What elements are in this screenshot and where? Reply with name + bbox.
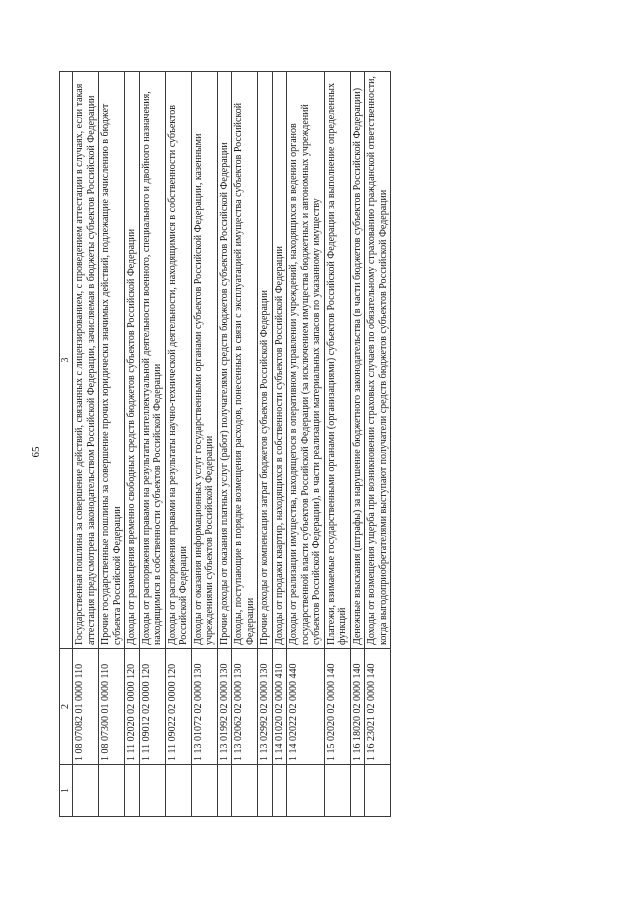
row-number-cell [258,765,273,817]
header-col-3: 3 [60,72,73,649]
row-number-cell [324,765,350,817]
revenue-description-cell: Прочие государственные пошлины за совершение прочих юридически значимых действий, подлежащие зачислению в бюджет субъекта Российской Федерации [99,72,125,649]
table-row [232,72,258,817]
table-row [258,72,273,817]
table-row [139,72,165,817]
table-row [324,72,350,817]
revenue-description-cell: Доходы, поступающие в порядке возмещения расходов, понесенных в связи с эксплуатацией имущества субъектов Российской Федерации [232,72,258,649]
rotated-page-content [59,72,598,817]
table-row [125,72,140,817]
row-number-cell [350,765,365,817]
revenue-code-cell: 1 13 02992 02 0000 130 [258,649,273,765]
revenue-description-cell: Прочие доходы от компенсации затрат бюджетов субъектов Российской Федерации [258,72,273,649]
revenue-codes-table [59,71,391,817]
revenue-code-cell: 1 15 02020 02 0000 140 [324,649,350,765]
revenue-code-cell: 1 08 07082 01 0000 110 [73,649,99,765]
revenue-description-cell: Денежные взыскания (штрафы) за нарушение бюджетного законодательства (в части бюджетов субъектов Российской Федерации) [350,72,365,649]
row-number-cell [232,765,258,817]
revenue-description-cell: Доходы от реализации имущества, находящегося в оперативном управлении учреждений, находящихся в ведении органов государственной власти субъектов Российской Федерации (за исключением имущества бюджетных и автономных учреждений субъектов Российской Федерации), в части реализации материальных запасов по указанному имуществу [287,72,325,649]
revenue-code-cell: 1 14 02022 02 0000 440 [287,649,325,765]
row-number-cell [365,765,391,817]
page-number: 65 [30,446,42,458]
revenue-description-cell: Доходы от продажи квартир, находящихся в собственности субъектов Российской Федерации [272,72,287,649]
revenue-code-cell: 1 11 09022 02 0000 120 [165,649,191,765]
header-col-2: 2 [60,649,73,765]
revenue-description-cell: Доходы от возмещения ущерба при возникновении страховых случаев по обязательному страхованию гражданской ответственности, когда выгодоприобретателями выступают получатели средств бюджетов субъектов Российской Федерации [365,72,391,649]
row-number-cell [73,765,99,817]
row-number-cell [125,765,140,817]
revenue-code-cell: 1 13 02062 02 0000 130 [232,649,258,765]
table-row [287,72,325,817]
revenue-description-cell: Платежи, взимаемые государственными органами (организациями) субъектов Российской Федерации за выполнение определенных функций [324,72,350,649]
row-number-cell [99,765,125,817]
row-number-cell [165,765,191,817]
table-header-row [60,72,73,817]
revenue-description-cell: Прочие доходы от оказания платных услуг (работ) получателями средств бюджетов субъектов Российской Федерации [217,72,232,649]
table-row [350,72,365,817]
revenue-code-cell: 1 13 01072 02 0000 130 [191,649,217,765]
revenue-description-cell: Доходы от размещения временно свободных средств бюджетов субъектов Российской Федерации [125,72,140,649]
row-number-cell [217,765,232,817]
table-row [99,72,125,817]
revenue-description-cell: Доходы от распоряжения правами на результаты интеллектуальной деятельности военного, специального и двойного назначения, находящимися в собственности субъектов Российской Федерации [139,72,165,649]
revenue-code-cell: 1 14 01020 02 0000 410 [272,649,287,765]
table-row [73,72,99,817]
table-row [217,72,232,817]
revenue-description-cell: Доходы от оказания информационных услуг государственными органами субъектов Российской Федерации, казенными учреждениями субъектов Российской Федерации [191,72,217,649]
table-row [165,72,191,817]
revenue-description-cell: Доходы от распоряжения правами на результаты научно-технической деятельности, находящимися в собственности субъектов Российской Федерации [165,72,191,649]
revenue-code-cell: 1 16 23021 02 0000 140 [365,649,391,765]
revenue-code-cell: 1 11 02020 02 0000 120 [125,649,140,765]
table-row [191,72,217,817]
table-row [272,72,287,817]
row-number-cell [287,765,325,817]
row-number-cell [191,765,217,817]
revenue-code-cell: 1 11 09012 02 0000 120 [139,649,165,765]
revenue-description-cell: Государственная пошлина за совершение действий, связанных с лицензированием, с проведением аттестации в случаях, если такая аттестация предусмотрена законодательством Российской Федерации, зачисляемая в бюджеты субъектов Российской Федерации [73,72,99,649]
row-number-cell [139,765,165,817]
row-number-cell [272,765,287,817]
revenue-code-cell: 1 16 18020 02 0000 140 [350,649,365,765]
header-col-1: 1 [60,765,73,817]
revenue-code-cell: 1 08 07300 01 0000 110 [99,649,125,765]
revenue-code-cell: 1 13 01992 02 0000 130 [217,649,232,765]
table-row [365,72,391,817]
